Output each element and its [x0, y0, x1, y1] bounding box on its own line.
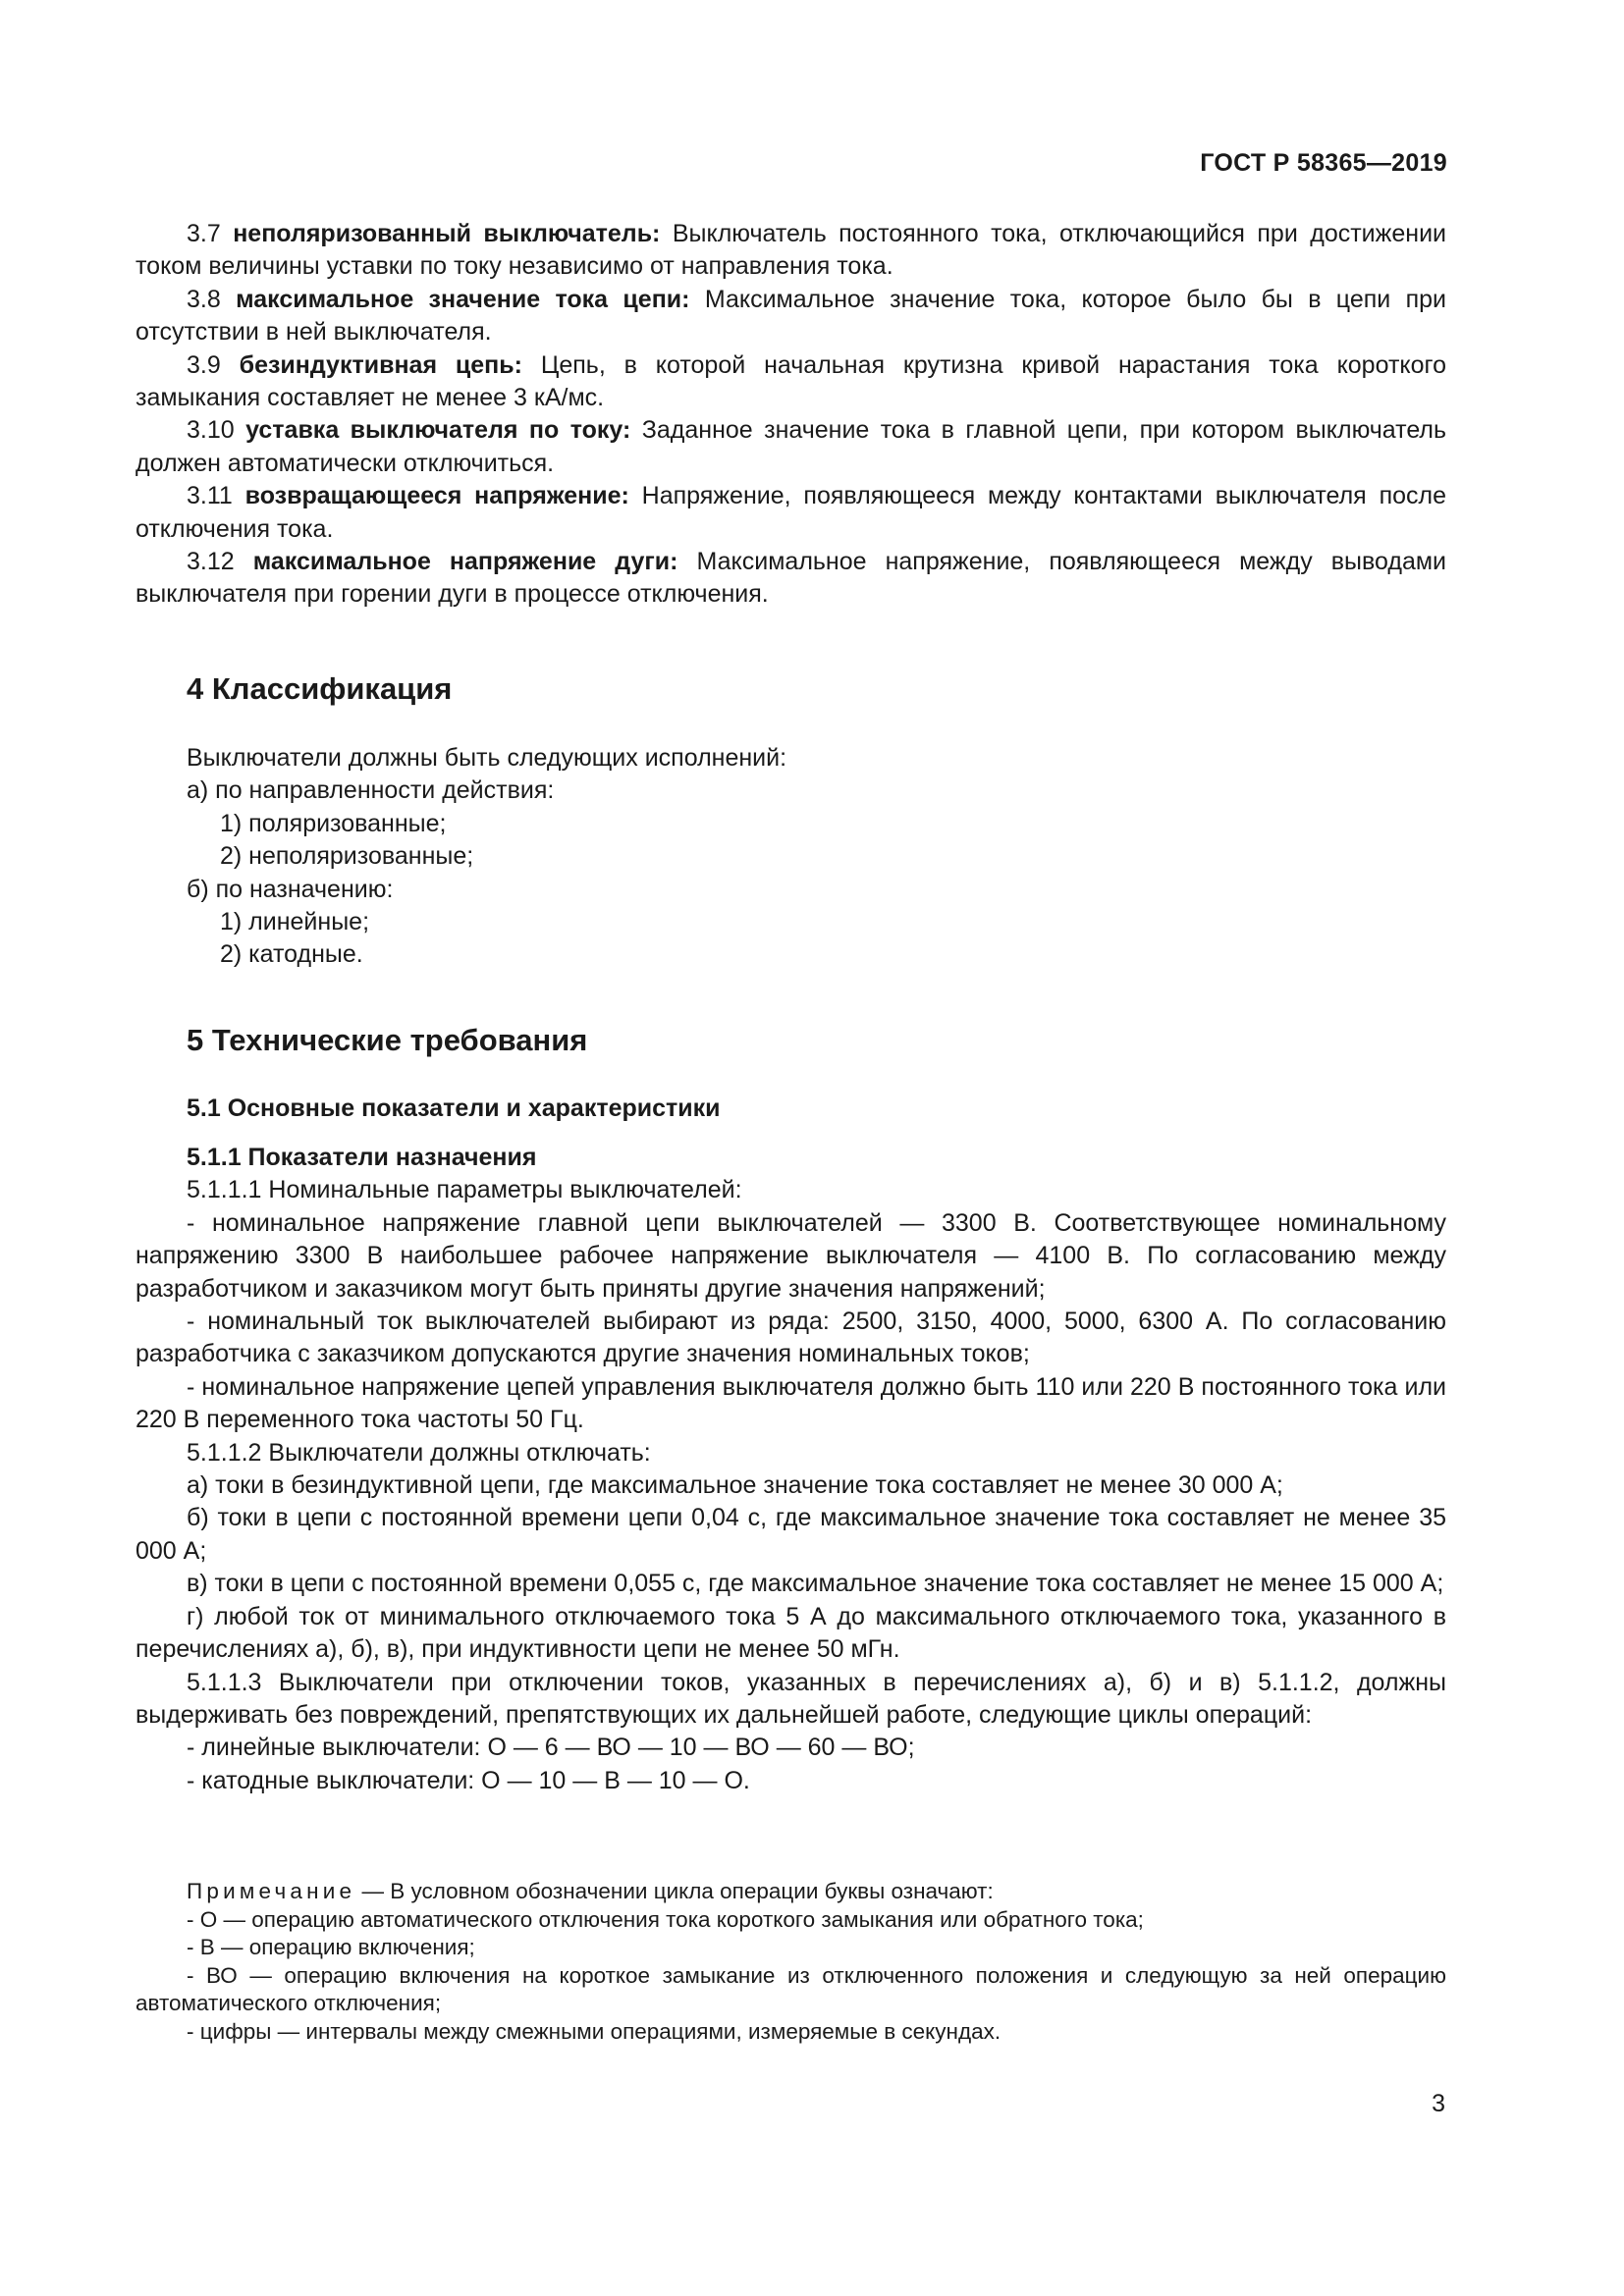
- definition-term: неполяризованный выключатель:: [233, 220, 661, 247]
- definition-3-8: [135, 284, 1446, 349]
- classification-item-b1: 1) линейные;: [220, 908, 370, 936]
- list-item: - линейные выключатели: О — 6 — ВО — 10 — ВО — 60 — ВО;: [187, 1734, 915, 1762]
- note-item: - ВО — операцию включения на короткое замыкание из отключенного положения и следующую за ней операцию автоматического отключения;: [135, 1962, 1446, 2016]
- definition-number: 3.12: [187, 548, 235, 576]
- classification-item-a: а) по направленности действия:: [187, 776, 555, 805]
- section-4-body: [135, 742, 1446, 972]
- list-item: - номинальное напряжение главной цепи выключателей — 3300 В. Соответствующее номинальному напряжению 3300 В наибольшее рабочее напряжение выключателя — 4100 В. По согласованию между разработчиком и заказчиком могут быть приняты другие значения напряжений;: [135, 1208, 1446, 1303]
- definition-3-7: [135, 218, 1446, 284]
- definition-number: 3.11: [187, 482, 233, 510]
- list-item: - номинальный ток выключателей выбирают из ряда: 2500, 3150, 4000, 5000, 6300 А. По согласованию разработчика с заказчиком допускаются другие значения номинальных токов;: [135, 1308, 1446, 1368]
- list-item: - номинальное напряжение цепей управления выключателя должно быть 110 или 220 В постоянного тока или 220 В переменного тока частоты 50 Гц.: [135, 1372, 1446, 1434]
- section-5: [135, 1021, 1446, 1060]
- note-heading: [135, 1878, 1446, 1906]
- clause-5-1-1-3: 5.1.1.3 Выключатели при отключении токов, указанных в перечислениях а), б) и в) 5.1.1.2, должны выдерживать без повреждений, препятствующих их дальнейшей работе, следующие циклы операций:: [135, 1668, 1446, 1729]
- definition-term: максимальное значение тока цепи:: [236, 285, 690, 313]
- definition-term: уставка выключателя по току:: [245, 416, 631, 445]
- section-5-title: 5 Технические требования: [187, 1023, 588, 1057]
- note-item: - В — операцию включения;: [187, 1935, 475, 1960]
- definition-3-10: [135, 414, 1446, 480]
- page-number: 3: [1432, 2090, 1445, 2117]
- definition-number: 3.9: [187, 350, 221, 379]
- standard-header: ГОСТ Р 58365—2019: [1200, 149, 1447, 177]
- clause-5-1-1-1: 5.1.1.1 Номинальные параметры выключателей:: [187, 1176, 742, 1204]
- definition-number: 3.7: [187, 220, 221, 247]
- list-item: а) токи в безиндуктивной цепи, где максимальное значение тока составляет не менее 30 000 А;: [187, 1471, 1283, 1500]
- list-item: г) любой ток от минимального отключаемого тока 5 А до максимального отключаемого тока, указанного в перечислениях а), б), в), при индуктивности цепи не менее 50 мГн.: [135, 1602, 1446, 1664]
- note-text: — В условном обозначении цикла операции буквы означают:: [355, 1879, 994, 1903]
- note-item: - О — операцию автоматического отключения тока короткого замыкания или обратного тока;: [187, 1906, 1144, 1932]
- classification-item-b2: 2) катодные.: [220, 940, 363, 969]
- definition-text: Выключатель постоянного тока, отключающийся при достижении током величины уставки по току независимо от направления тока.: [135, 220, 1446, 281]
- definition-term: безиндуктивная цепь:: [239, 350, 522, 379]
- definitions-block: [135, 218, 1446, 612]
- definition-term: возвращающееся напряжение:: [244, 482, 629, 510]
- subsection-5-1-1-title: 5.1.1 Показатели назначения: [187, 1144, 537, 1171]
- section-5-1-1-body: [135, 1142, 1446, 1797]
- classification-item-a1: 1) поляризованные;: [220, 809, 447, 837]
- definition-text: Максимальное значение тока, которое было бы в цепи при отсутствии в ней выключателя.: [135, 285, 1446, 347]
- section-5-1: [135, 1093, 1446, 1125]
- definition-3-12: [135, 546, 1446, 612]
- list-item: б) токи в цепи с постоянной времени цепи 0,04 с, где максимальное значение тока составляет не менее 35 000 А;: [135, 1504, 1446, 1565]
- section-4: [135, 669, 1446, 709]
- definition-text: Цепь, в которой начальная крутизна кривой нарастания тока короткого замыкания составляет не менее 3 кА/мс.: [135, 350, 1446, 412]
- definition-3-11: [135, 480, 1446, 546]
- definition-3-9: [135, 349, 1446, 415]
- clause-5-1-1-2: 5.1.1.2 Выключатели должны отключать:: [187, 1438, 651, 1467]
- definition-text: Напряжение, появляющееся между контактами выключателя после отключения тока.: [135, 482, 1446, 543]
- classification-intro: Выключатели должны быть следующих исполнений:: [187, 744, 787, 772]
- note-item: - цифры — интервалы между смежными операциями, измеряемые в секундах.: [187, 2018, 1001, 2044]
- definition-number: 3.8: [187, 285, 221, 313]
- definition-number: 3.10: [187, 416, 235, 445]
- list-item: - катодные выключатели: О — 10 — В — 10 — О.: [187, 1766, 750, 1794]
- section-4-title: 4 Классификация: [187, 671, 453, 706]
- note-block: [135, 1878, 1446, 2047]
- definition-text: Максимальное напряжение, появляющееся между выводами выключателя при горении дуги в процессе отключения.: [135, 548, 1446, 609]
- classification-item-a2: 2) неполяризованные;: [220, 842, 474, 871]
- definition-term: максимальное напряжение дуги:: [252, 548, 678, 576]
- definition-text: Заданное значение тока в главной цепи, при котором выключатель должен автоматически отключиться.: [135, 416, 1447, 477]
- list-item: в) токи в цепи с постоянной времени 0,055 с, где максимальное значение тока составляет не менее 15 000 А;: [187, 1570, 1444, 1598]
- subsection-5-1-title: 5.1 Основные показатели и характеристики: [187, 1095, 721, 1122]
- classification-item-b: б) по назначению:: [187, 875, 394, 903]
- note-label: Примечание: [187, 1879, 356, 1903]
